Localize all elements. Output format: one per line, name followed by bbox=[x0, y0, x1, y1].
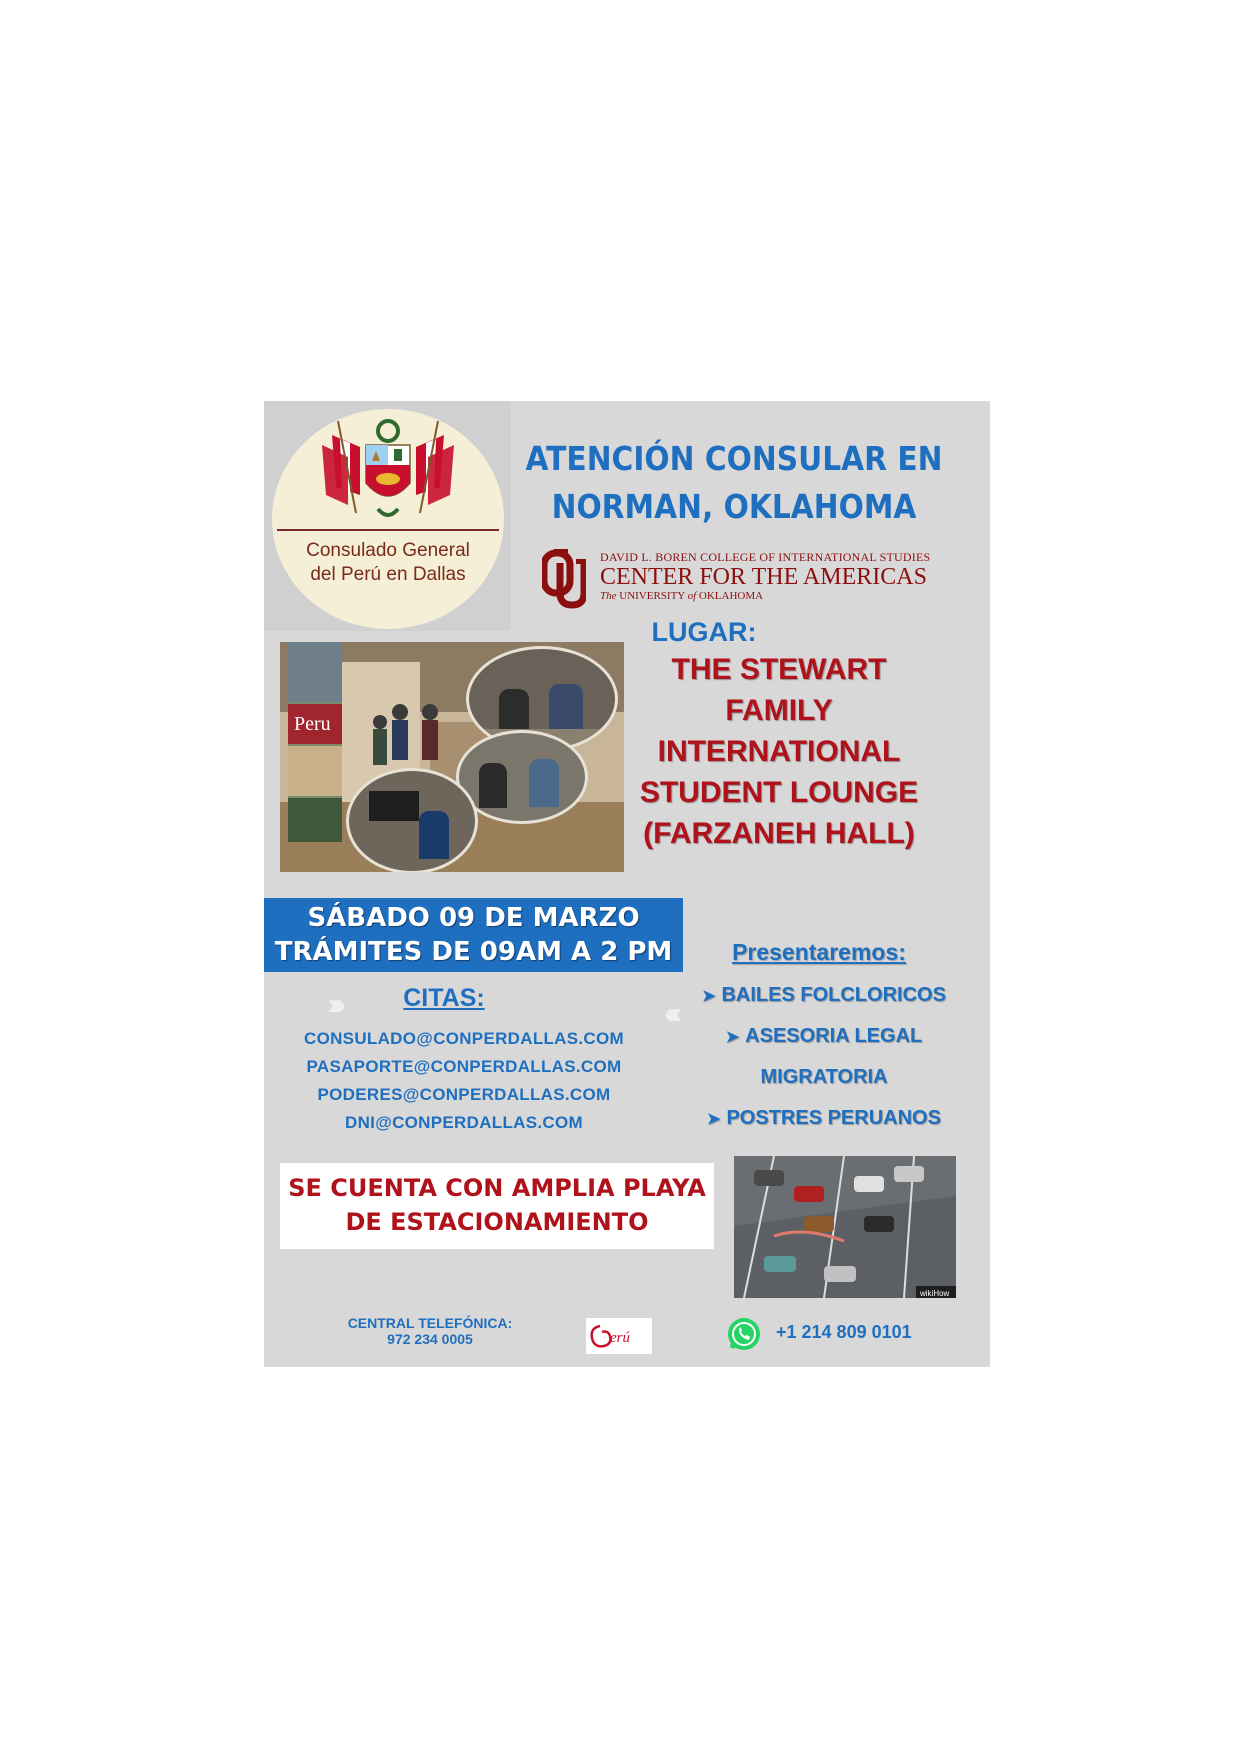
chevron-right-icon: ➤ bbox=[725, 1029, 740, 1046]
parking-image-watermark: wikiHow bbox=[920, 1289, 950, 1298]
peru-banner bbox=[288, 642, 342, 842]
activity-item: ➤ POSTRES PERUANOS bbox=[707, 1107, 941, 1129]
date-line1: SÁBADO 09 DE MARZO bbox=[307, 903, 640, 933]
marca-peru-logo bbox=[586, 1318, 652, 1354]
parking-notice bbox=[280, 1163, 714, 1249]
venue-line2: FAMILY bbox=[725, 694, 833, 727]
consulate-logo bbox=[264, 401, 511, 631]
flyer bbox=[264, 401, 990, 1367]
decorative-chevrons-icon: ‹‹‹ bbox=[664, 997, 676, 1030]
page-title bbox=[514, 435, 955, 531]
whatsapp-icon bbox=[726, 1316, 762, 1352]
ou-university: UNIVERSITY bbox=[619, 590, 685, 602]
chevron-right-icon: ➤ bbox=[707, 1111, 721, 1128]
ou-logo-line1: DAVID L. BOREN COLLEGE OF INTERNATIONAL STUDIES bbox=[600, 550, 931, 564]
consulate-logo-circle bbox=[272, 409, 504, 629]
ou-state: OKLAHOMA bbox=[698, 590, 764, 602]
consulate-name-line1: Consulado General bbox=[306, 540, 470, 561]
ou-monogram-icon bbox=[542, 547, 586, 609]
peru-banner-text: Peru bbox=[288, 704, 342, 744]
venue-line1: THE STEWART bbox=[671, 653, 887, 686]
phone-label: CENTRAL TELEFÓNICA: bbox=[347, 1315, 513, 1331]
phone-info bbox=[330, 1315, 530, 1347]
decorative-chevrons-icon: ››› bbox=[328, 988, 340, 1021]
ou-the: The bbox=[600, 590, 617, 602]
ou-logo-line3 bbox=[600, 590, 980, 602]
venue-line5: (FARZANEH HALL) bbox=[643, 817, 915, 850]
inset-photo-bottom bbox=[346, 768, 478, 872]
ou-logo-text bbox=[600, 550, 980, 602]
venue-label: LUGAR: bbox=[651, 617, 757, 647]
parking-lot-image bbox=[734, 1156, 956, 1298]
ou-of: of bbox=[687, 590, 697, 602]
email-link[interactable]: PASAPORTE@CONPERDALLAS.COM bbox=[306, 1057, 622, 1076]
coat-of-arms-icon bbox=[320, 417, 456, 525]
title-line2: NORMAN, OKLAHOMA bbox=[551, 487, 917, 526]
email-link[interactable]: CONSULADO@CONPERDALLAS.COM bbox=[304, 1029, 624, 1048]
phone-number[interactable]: 972 234 0005 bbox=[387, 1331, 473, 1347]
email-link[interactable]: PODERES@CONPERDALLAS.COM bbox=[317, 1085, 611, 1104]
ou-logo-line2: CENTER FOR THE AMERICAS bbox=[600, 564, 927, 590]
parking-line2: DE ESTACIONAMIENTO bbox=[345, 1208, 649, 1236]
marca-peru-text: erú bbox=[610, 1330, 630, 1346]
consulate-name bbox=[272, 539, 504, 587]
activities-title: Presentaremos: bbox=[732, 939, 906, 965]
venue-line4: STUDENT LOUNGE bbox=[639, 776, 919, 809]
appointments-title: CITAS: bbox=[403, 984, 485, 1012]
chevron-right-icon: ➤ bbox=[702, 988, 716, 1005]
title-line1: ATENCIÓN CONSULAR EN bbox=[525, 439, 943, 478]
logo-divider bbox=[277, 529, 499, 531]
activity-item-continuation: MIGRATORIA bbox=[760, 1066, 888, 1088]
whatsapp-number[interactable]: +1 214 809 0101 bbox=[776, 1322, 912, 1342]
event-photo-collage bbox=[280, 642, 624, 872]
date-banner bbox=[264, 898, 683, 972]
consulate-name-line2: del Perú en Dallas bbox=[310, 564, 466, 585]
venue-name bbox=[609, 649, 949, 854]
email-link[interactable]: DNI@CONPERDALLAS.COM bbox=[345, 1113, 583, 1132]
venue-line3: INTERNATIONAL bbox=[657, 735, 901, 768]
parking-line1: SE CUENTA CON AMPLIA PLAYA bbox=[288, 1174, 706, 1202]
activity-item: ➤ BAILES FOLCLORICOS bbox=[702, 984, 946, 1006]
date-line2: TRÁMITES DE 09AM A 2 PM bbox=[274, 937, 673, 967]
activity-item: ➤ ASESORIA LEGAL bbox=[725, 1025, 923, 1047]
